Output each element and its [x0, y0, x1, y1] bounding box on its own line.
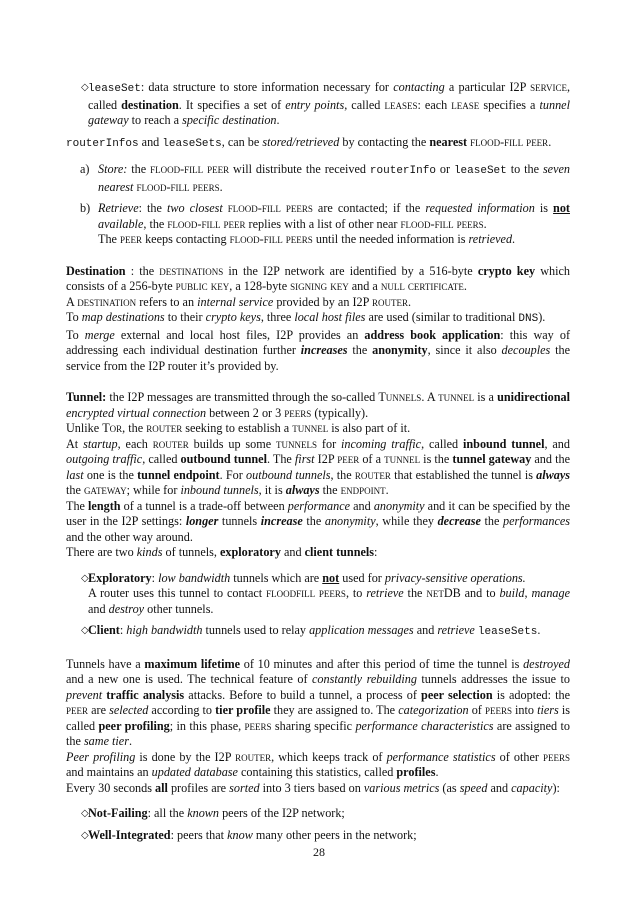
list-item-not-failing: ◇ Not-Failing: all the known peers of the I2P network; [81, 806, 345, 820]
diamond-bullet-icon: ◇ [81, 572, 89, 584]
enum-label: a) [80, 162, 90, 176]
list-item-well-integrated: ◇ Well-Integrated: peers that know many other peers in the network; [81, 827, 417, 842]
list-item-retrieve: b) Retrieve: the two closest flood-fill peers are contacted; if the requested information is not available, the flood-fill peer replies with a list of other near flood-fill peers. The peer keeps contacting flood-fill peers until the needed information is retrieved. [80, 201, 570, 246]
diamond-bullet-icon: ◇ [81, 82, 89, 93]
list-item-client: ◇ Client: high bandwidth tunnels used to relay application messages and retrieve leaseSets. [81, 623, 541, 638]
paragraph-lifetime: Tunnels have a maximum lifetime of 10 minutes and after this period of time the tunnel is destroyed and a new one is used. The technical feature of constantly rebuilding tunnels addresses the issue to prevent traffic analysis attacks. Before to build a tunnel, a process of peer selection is adopted: the peer are selected according to tier profile they are assigned to. The categorization of peers into tiers is called peer profiling; in this phase, peers sharing specific performance characteristics are assigned to the same tier. Peer profiling is done by the I2P router, which keeps track of performance statistics of other peers and maintains an updated database containing this statistics, called profiles. Every 30 seconds all profiles are sorted into 3 tiers based on various metrics (as speed and capacity): [66, 656, 571, 795]
list-item-store: a) Store: the flood-fill peer will distribute the received routerInfo or leaseSet to the seven nearest flood-fill peers. [80, 162, 571, 194]
paragraph-destination: Destination : the destinations in the I2P network are identified by a 516-byte crypto key which consists of a 256-byte public key, a 128-byte signing key and a null certificate. A destination refers to an internal service provided by an I2P router. To map destinations to their crypto keys, three local host files are used (similar to traditional DNS). To merge external and local host files, I2P provides an address book application: this way of addressing each individual destination further increases the anonymity, since it also decouples the service from the I2P router it’s provided by. [66, 263, 571, 373]
paragraph-tunnel: Tunnel: the I2P messages are transmitted through the so-called Tunnels. A tunnel is a unidirectional encrypted virtual connection between 2 or 3 peers (typically). Unlike Tor, the router seeking to establish a tunnel is also part of it. At startup, each router builds up some tunnels for incoming traffic, called inbound tunnel, and outgoing traffic, called outbound tunnel. The first I2P peer of a tunnel is the tunnel gateway and the last one is the tunnel endpoint. For outbound tunnels, the router that established the tunnel is always the gateway; while for inbound tunnels, it is always the endpoint. The length of a tunnel is a trade-off between performance and anonymity and it can be specified by the user in the I2P settings: longer tunnels increase the anonymity, while they decrease the performances and the other way around. There are two kinds of tunnels, exploratory and client tunnels: [66, 390, 571, 559]
diamond-bullet-icon: ◇ [81, 808, 89, 819]
page-number: 28 [313, 845, 325, 859]
enum-label: b) [80, 201, 91, 215]
document-body [66, 80, 570, 849]
diamond-bullet-icon: ◇ [81, 829, 89, 841]
list-item-exploratory: ◇ Exploratory: low bandwidth tunnels which are not used for privacy-sensitive operations. A router uses this tunnel to contact floodfill peers, to retrieve the netDB and to build, manage and destroy other tunnels. [81, 570, 571, 616]
diamond-bullet-icon: ◇ [81, 625, 89, 636]
list-item-leaseset: ◇ leaseSet: data structure to store information necessary for contacting a particular I2P service, called destination. It specifies a set of entry points, called leases: each lease specifies a tunnel gateway to reach a specific destination. [81, 80, 570, 127]
paragraph-routerinfos: routerInfos and leaseSets, can be stored/retrieved by contacting the nearest flood-fill peer. [66, 134, 552, 150]
